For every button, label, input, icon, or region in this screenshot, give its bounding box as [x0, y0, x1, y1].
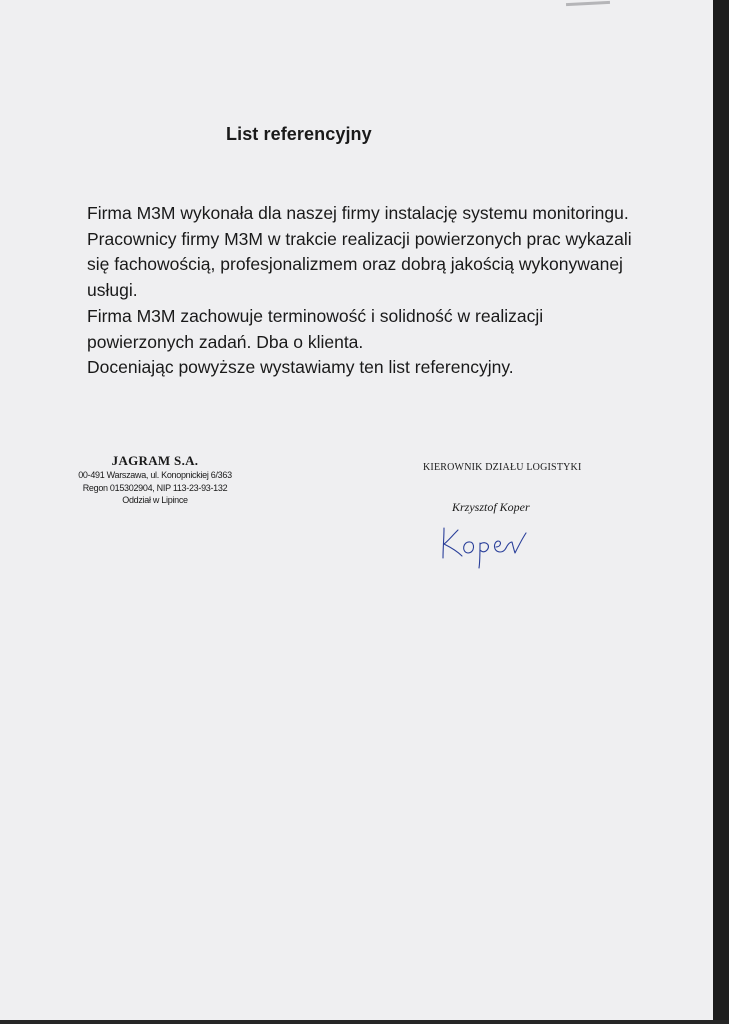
paragraph-1: Firma M3M wykonała dla naszej firmy instalację systemu monitoringu. — [87, 203, 629, 223]
company-address: 00-491 Warszawa, ul. Konopnickiej 6/363 — [78, 470, 232, 480]
scan-edge-bottom — [0, 1020, 729, 1024]
signatory-position: KIEROWNIK DZIAŁU LOGISTYKI — [423, 462, 582, 473]
paragraph-2: Pracownicy firmy M3M w trakcie realizacji powierzonych prac wykazali się fachowością, profesjonalizmem oraz dobrą jakością wykonywanej usługi. — [87, 228, 632, 301]
signatory-name: Krzysztof Koper — [452, 500, 530, 514]
company-name: JAGRAM S.A. — [111, 453, 199, 468]
company-branch: Oddział w Lipince — [122, 495, 188, 505]
document-title: List referencyjny — [226, 124, 372, 144]
paragraph-3: Firma M3M zachowuje terminowość i solidność w realizacji powierzonych zadań. Dba o klienta. — [87, 305, 544, 352]
paragraph-4: Doceniając powyższe wystawiamy ten list referencyjny. — [87, 357, 514, 378]
company-stamp — [50, 453, 260, 507]
letter-body — [87, 201, 647, 381]
scan-edge-right — [713, 0, 729, 1024]
handwritten-signature — [430, 520, 530, 570]
company-registration: Regon 015302904, NIP 113-23-93-132 — [82, 482, 228, 493]
